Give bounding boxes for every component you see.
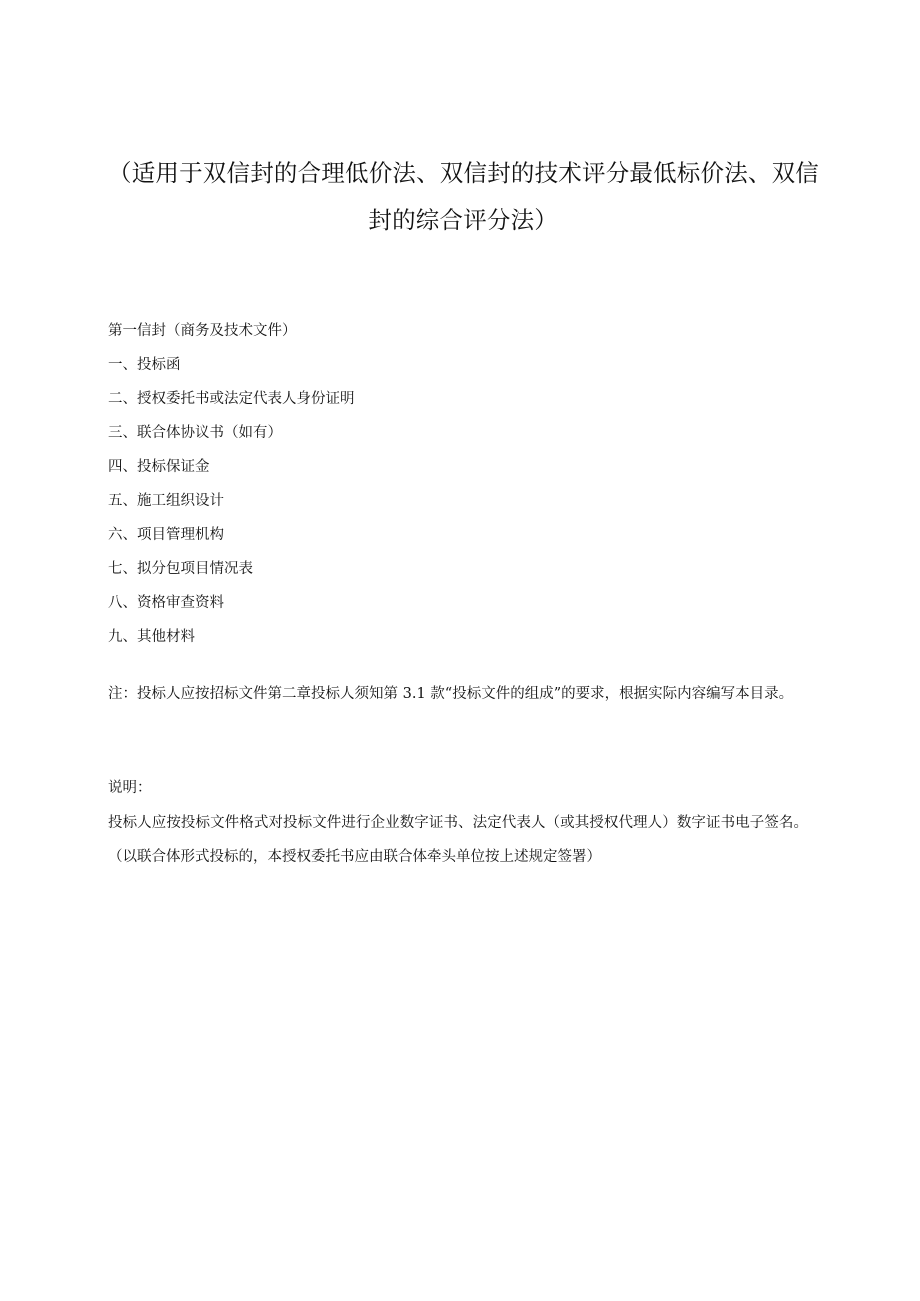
subtitle-line-2: 封的综合评分法） [368, 206, 558, 234]
subtitle-line-1: （适用于双信封的合理低价法、双信封的技术评分最低标价法、双信 [108, 159, 819, 187]
document-subtitle [108, 150, 818, 244]
toc-heading: 第一信封（商务及技术文件） [108, 323, 297, 339]
toc-item: 一、投标函 [108, 357, 181, 373]
explanation-body: 投标人应按投标文件格式对投标文件进行企业数字证书、法定代表人（或其授权代理人）数字证书电子签名。（以联合体形式投标的，本授权委托书应由联合体牵头单位按上述规定签署） [108, 815, 808, 865]
toc-item: 四、投标保证金 [108, 459, 210, 475]
note-paragraph: 注：投标人应按招标文件第二章投标人须知第 3.1 款“投标文件的组成”的要求，根据实际内容编写本目录。 [108, 686, 794, 702]
toc-item: 二、授权委托书或法定代表人身份证明 [108, 391, 355, 407]
toc-item: 六、项目管理机构 [108, 527, 224, 543]
table-of-contents [108, 314, 828, 654]
toc-item: 九、其他材料 [108, 629, 195, 645]
toc-item: 三、联合体协议书（如有） [108, 425, 282, 441]
explanation-label: 说明： [108, 780, 152, 796]
toc-item: 八、资格审查资料 [108, 595, 224, 611]
toc-item: 五、施工组织设计 [108, 493, 224, 509]
toc-item: 七、拟分包项目情况表 [108, 561, 253, 577]
